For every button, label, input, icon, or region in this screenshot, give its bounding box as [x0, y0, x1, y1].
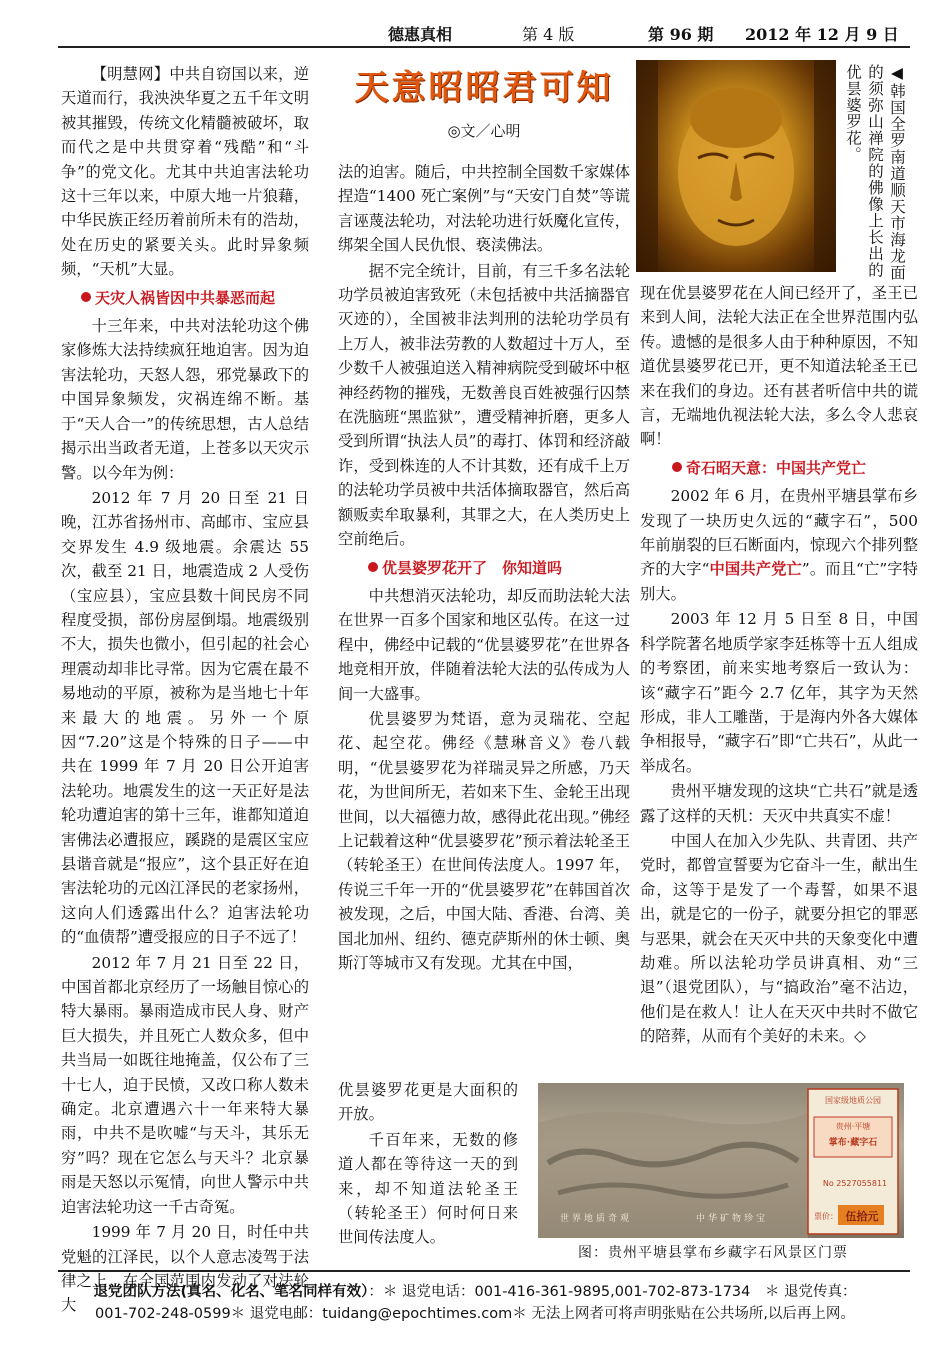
paragraph: 2012 年 7 月 21 日至 22 日，中国首都北京经历了一场触目惊心的特大暴雨。暴雨造成市民人身、财产巨大损失，并且死亡人数众多，但中共当局一如既往地掩盖，仅公布了三十七人，迫于民愤，又改口称人数未确定。北京遭遇六十一年来特大暴雨，中共不是吹嘘“与天斗，其乐无穷”吗？现在它怎么与天斗？北京暴雨是天怒以示冤情，向世人警示中共迫害法轮功这一千古奇冤。 [61, 953, 309, 1216]
paragraph-text: 2002 年 6 月，在贵州平塘县掌布乡发现了一块历史久远的“藏字石”，500 年前崩裂的巨石断面内，惊现六个排列整齐的大字 [640, 487, 918, 579]
paper-name: 德惠真相 [388, 25, 453, 44]
subheading [640, 456, 918, 480]
ticket-number: No 2527055811 [822, 1179, 888, 1188]
stone-ticket-photo [538, 1083, 904, 1238]
subheading [61, 286, 309, 310]
issue-number: 第 96 期 [648, 25, 714, 44]
paragraph: 优昙婆罗花更是大面积的开放。 [338, 1081, 518, 1124]
paragraph: 【明慧网】中共自窃国以来，逆天道而行，我泱泱华夏之五千年文明被其摧毁，传统文化精髓被破坏，取而代之是中共贯穿着“残酷”和“斗争”的党文化。尤其中共迫害法轮功这十三年以来，中原大地一片狼藉，中华民族正经历着前所未有的浩劫，处在历史的紧要关头。此时异象频频，“天机”大显。 [61, 65, 309, 279]
paragraph-text: ”。而且“亡”字特别大。 [640, 560, 918, 603]
page-number: 第 4 版 [522, 25, 575, 44]
paragraph: 2002 年 6 月，在贵州平塘县掌布乡发现了一块历史久远的“藏字石”，500 年前崩裂的巨石断面内，惊现六个排列整齐的大字“中国共产党亡”。而且“亡”字特别大。 [640, 487, 918, 603]
paragraph: 中国人在加入少先队、共青团、共产党时，都曾宣誓要为它奋斗一生，献出生命，这等于是发了一个毒誓，如果不退出，就是它的一份子，就要分担它的罪恶与恶果，就会在天灭中共的天象变化中遭劫难。所以法轮功学员讲真相、劝“三退”（退党团队），与“搞政治”毫不沾边，他们是在救人！让人在天灭中共时不做它的陪葬，从而有个美好的未来。◇ [640, 831, 918, 1046]
stone-caption: 图：贵州平塘县掌布乡藏字石风景区门票 [578, 1245, 848, 1261]
buddha-caption: ◀韩国全罗南道顺天市海龙面的须弥山禅院的佛像上长出的优昙婆罗花。 [844, 64, 906, 281]
paragraph: 2012 年 7 月 20 日至 21 日晚，江苏省扬州市、高邮市、宝应县交界发生 4.9 级地震。余震达 55 次，截至 21 日，地震造成 2 人受伤（宝应县），宝应县数十间民房不同程度受损，部份房屋倒塌。地震级别不大，损失也微小，但引起的社会心理震动却非比寻常。因为它震在最不易地动的平原，被称为是当地七十年来最大的地震。另外一个原因“7.20”这是个特殊的日子——中共在 1999 年 7 月 20 日公开迫害法轮功。地震发生的这一天正好是法轮功遭迫害的第十三年，谁都知道迫害佛法必遭报应，蹊跷的是震区宝应县谐音就是“报应”，这个县正好在迫害法轮功的元凶江泽民的老家扬州，这向人们透露出什么？迫害法轮功的“血债帮”遭受报应的日子不远了！ [61, 488, 309, 947]
footer-line-1 [20, 1280, 930, 1301]
footer-rule [58, 1270, 910, 1272]
article-title: 天意昭昭君可知 [354, 68, 614, 108]
subheading [338, 556, 630, 580]
ticket-price-label: 票价： [814, 1212, 838, 1221]
paragraph: 法的迫害。随后，中共控制全国数千家媒体捏造“1400 死亡案例”与“天安门自焚”等谎言诬蔑法轮功，对法轮功进行妖魔化宣传，绑架全国人民仇恨、亵渎佛法。 [338, 163, 630, 255]
subheading-text: 优昙婆罗花开了 你知道吗 [382, 558, 563, 577]
issue-date: 2012 年 12 月 9 日 [745, 25, 899, 44]
buddha-photo [636, 60, 836, 272]
bullet-icon [368, 562, 378, 572]
paragraph: 现在优昙婆罗花在人间已经开了，圣王已来到人间，法轮大法正在全世界范围内弘传。遗憾的是很多人由于种种原因，不知道优昙婆罗花已开，更不知道法轮圣王已来在我们的身边。还有甚者听信中共的谎言，无端地仇视法轮大法，多么令人悲哀啊！ [640, 284, 918, 449]
ticket-park: 国家级地质公园 [825, 1096, 881, 1105]
footer-method: 退党团队方法(真名、化名、笔名同样有效） [93, 1284, 369, 1300]
paragraph: 2003 年 12 月 5 日至 8 日，中国科学院著名地质学家李廷栋等十五人组成的考察团，前来实地考察后一致认为：该“藏字石”距今 2.7 亿年，其字为天然形成，非人工雕凿，于是海内外各大媒体争相报导，“藏字石”即“亡共石”，从此一举成名。 [640, 610, 918, 775]
highlight-text: 中国共产党亡 [709, 560, 802, 579]
ticket-title: 掌布·藏字石 [828, 1138, 878, 1148]
footer-contacts: ：＊ 退党电话：001-416-361-9895,001-702-873-1734 ＊ 退党传真： [368, 1284, 857, 1300]
ticket-site: 贵州·平塘 [835, 1122, 871, 1131]
stone-label-left: 世界地质奇观 [560, 1214, 633, 1224]
subheading-text: 天灾人祸皆因中共暴恶而起 [95, 288, 276, 307]
paragraph: 1999 年 7 月 20 日，时任中共党魁的江泽民，以个人意志凌驾于法律之上，在全国范围内发动了对法轮大 [61, 1223, 309, 1315]
footer-line-2: 001-702-248-0599＊ 退党电邮：tuidang@epochtimes.com＊ 无法上网者可将声明张贴在公共场所,以后再上网。 [95, 1306, 855, 1322]
bullet-icon [81, 292, 91, 302]
stone-label-right: 中华矿物珍宝 [696, 1214, 769, 1224]
ticket-price: 伍拾元 [845, 1210, 879, 1223]
column-1 [61, 62, 309, 1319]
paragraph: 优昙婆罗为梵语，意为灵瑞花、空起花、起空花。佛经《慧琳音义》卷八载明，“优昙婆罗花为祥瑞灵异之所感，乃天花，为世间所无，若如来下生、金轮王出现世间，以大福德力故，感得此花出现。”佛经上记载着这种“优昙婆罗花”预示着法轮圣王（转轮圣王）在世间传法度人。1997 年，传说三千年一开的“优昙婆罗花”在韩国首次被发现，之后，中国大陆、香港、台湾、美国北加州、纽约、德克萨斯州的休士顿、奥斯汀等城市又有发现。尤其在中国， [338, 709, 630, 972]
column-2 [338, 160, 630, 976]
paragraph: 十三年来，中共对法轮功这个佛家修炼大法持续疯狂地迫害。因为迫害法轮功，天怒人怨，邪党暴政下的中国异象频发，灾祸连绵不断。基于“天人合一”的传统思想，古人总结揭示出当政者无道，上苍多以天灾示警。以今年为例： [61, 317, 309, 482]
bullet-icon [672, 462, 682, 472]
header-rule [58, 46, 910, 48]
paragraph: 贵州平塘发现的这块“亡共石”就是透露了这样的天机：天灭中共真实不虚！ [640, 782, 918, 825]
paragraph: 中共想消灭法轮功，却反而助法轮大法在世界一百多个国家和地区弘传。在这一过程中，佛经中记载的“优昙婆罗花”在世界各地竞相开放，伴随着法轮大法的弘传成为人间一大盛事。 [338, 586, 630, 703]
column-2-tail [338, 1078, 518, 1251]
paragraph: 千百年来，无数的修道人都在等待这一天的到来，却不知道法轮圣王（转轮圣王）何时何日来世间传法度人。 [338, 1130, 518, 1247]
column-3 [640, 281, 918, 1050]
paragraph: 据不完全统计，目前，有三千多名法轮功学员被迫害致死（未包括被中共活摘器官灭迹的），全国被非法判刑的法轮功学员有上万人，被非法劳教的人数超过十万人，至少数千人被强迫送入精神病院受到破坏中枢神经药物的摧残，无数善良百姓被强行囚禁在洗脑班“黑监狱”，遭受精神折磨，更多人受到所谓“执法人员”的毒打、体罚和经济敲诈，受到株连的人不计其数，还有成千上万的法轮功学员被中共活体摘取器官，然后高额贩卖牟取暴利，其罪之大，在人类历史上空前绝后。 [338, 261, 630, 549]
subheading-text: 奇石昭天意：中国共产党亡 [686, 458, 867, 477]
article-byline: ◎文／心明 [447, 122, 521, 140]
